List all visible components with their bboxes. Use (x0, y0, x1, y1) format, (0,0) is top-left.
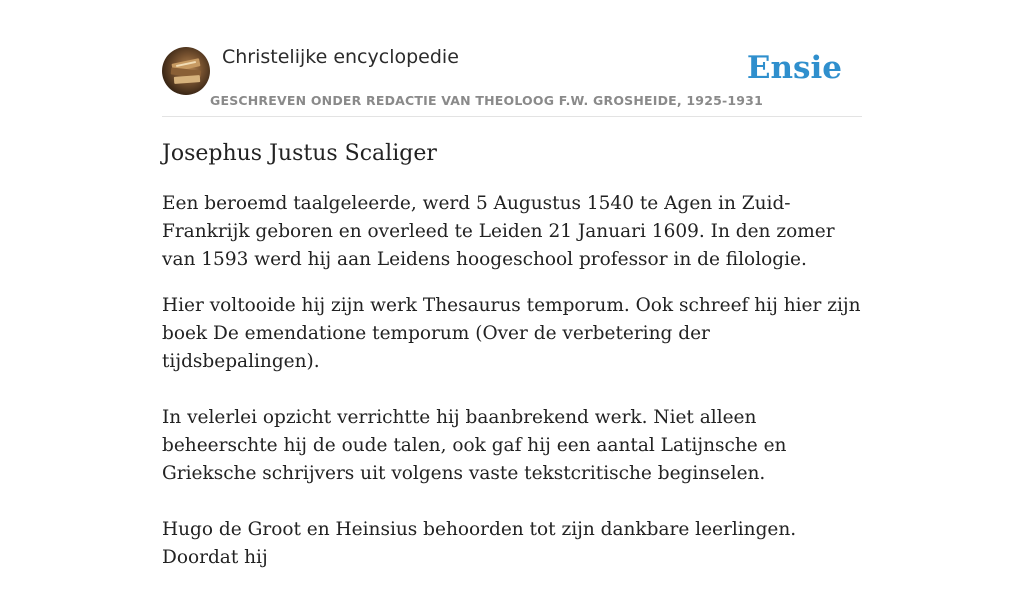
article-title: Josephus Justus Scaliger (162, 141, 437, 166)
encyclopedia-avatar[interactable] (162, 47, 210, 95)
ensie-logo[interactable]: Ensie (746, 50, 842, 86)
article-paragraph: Een beroemd taalgeleerde, werd 5 Augustus 1540 te Agen in Zuid-Frankrijk geboren en overleed te Leiden 21 Januari 1609. In den zomer van 1593 werd hij aan Leidens hoogeschool professor in de filologie. (162, 193, 835, 270)
article-paragraph: Hugo de Groot en Heinsius behoorden tot zijn dankbare leerlingen. Doordat hij (162, 519, 797, 568)
article-paragraph: In velerlei opzicht verrichtte hij baanbrekend werk. Niet alleen beheerschte hij de oude talen, ook gaf hij een aantal Latijnsche en Grieksche schrijvers uit volgens vaste tekstcritische beginselen. (162, 407, 787, 484)
site-name[interactable]: Christelijke encyclopedie (222, 46, 459, 68)
article-paragraph: Hier voltooide hij zijn werk Thesaurus temporum. Ook schreef hij hier zijn boek De emendatione temporum (Over de verbetering der tijdsbepalingen). (162, 295, 861, 372)
article (162, 138, 867, 590)
book-stack-icon (162, 47, 210, 95)
site-header (162, 46, 862, 117)
site-subtitle: GESCHREVEN ONDER REDACTIE VAN THEOLOOG F.W. GROSHEIDE, 1925-1931 (210, 93, 763, 108)
